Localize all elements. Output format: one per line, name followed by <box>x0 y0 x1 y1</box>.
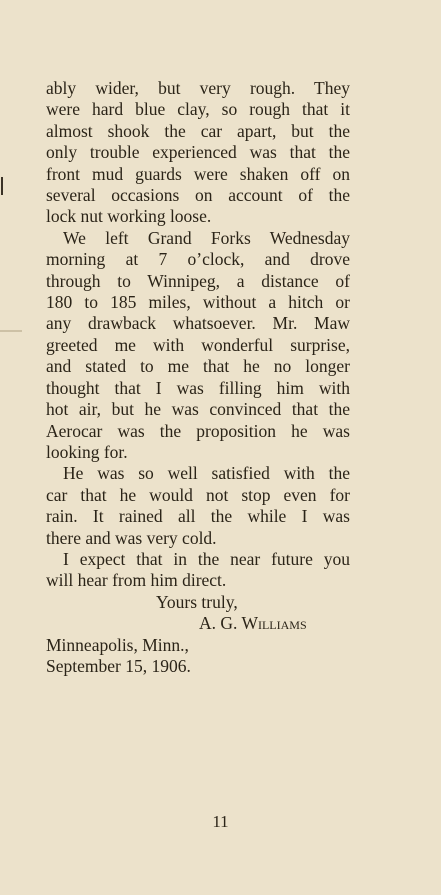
text-line: ably wider, but very rough. They <box>46 78 350 98</box>
paragraph-4 <box>46 549 350 592</box>
text-line: car that he would not stop even for <box>46 484 350 505</box>
text-line: and stated to me that he no longer <box>46 356 350 377</box>
text-line: He was so well satisfied with the <box>63 463 350 484</box>
text-line: only trouble experienced was that the <box>46 142 350 163</box>
text-line: Aerocar was the proposition he was <box>46 420 350 441</box>
text-line: front mud guards were shaken off on <box>46 163 350 184</box>
text-line: hot air, but he was convinced that the <box>46 399 350 420</box>
paragraph-3 <box>46 463 350 549</box>
text-line: almost shook the car apart, but the <box>46 120 350 141</box>
text-line: thought that I was filling him with <box>46 377 350 398</box>
text-line: I expect that in the near future you <box>63 548 350 569</box>
location: Minneapolis, Minn., <box>46 634 189 655</box>
text-line: greeted me with wonderful surprise, <box>46 334 350 355</box>
text-line: rain. It rained all the while I was <box>46 506 350 527</box>
text-line: several occasions on account of the <box>46 185 350 206</box>
text-line: were hard blue clay, so rough that it <box>46 99 350 120</box>
text-line: will hear from him direct. <box>46 570 227 591</box>
scan-artifact <box>1 177 3 195</box>
text-line: looking for. <box>46 441 128 462</box>
paragraph-1 <box>46 78 350 228</box>
text-line: lock nut working loose. <box>46 206 212 227</box>
letter-closing <box>46 592 350 678</box>
text-line: there and was very cold. <box>46 527 217 548</box>
paragraph-2 <box>46 228 350 463</box>
text-line: 180 to 185 miles, without a hitch or <box>46 292 350 313</box>
signature: A. G. Williams <box>199 613 307 634</box>
salutation: Yours truly, <box>156 591 238 612</box>
text-line: morning at 7 o’clock, and drove <box>46 249 350 270</box>
page-number: 11 <box>212 812 229 831</box>
text-line: through to Winnipeg, a distance of <box>46 270 350 291</box>
text-line: any drawback whatsoever. Mr. Maw <box>46 313 350 334</box>
date: September 15, 1906. <box>46 655 191 676</box>
scan-artifact <box>0 330 22 332</box>
letter-body <box>46 78 350 677</box>
text-line: We left Grand Forks Wednesday <box>63 227 350 248</box>
